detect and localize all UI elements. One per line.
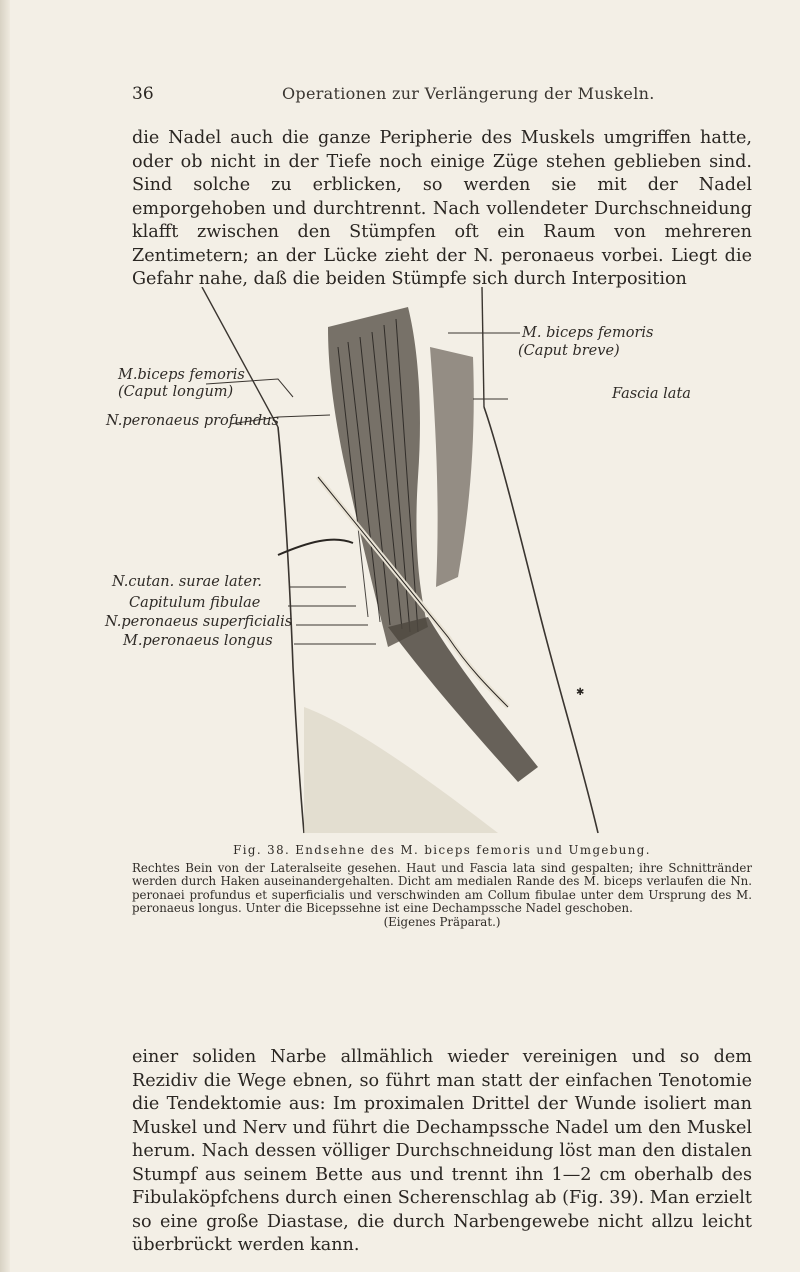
retractor-line-left — [202, 287, 278, 427]
figure-marker: ✱ — [576, 687, 585, 698]
label-peronaeus-profundus: N.peronaeus profundus — [106, 413, 279, 429]
anatomical-figure — [105, 287, 718, 835]
page-header — [132, 84, 732, 108]
paragraph-bottom: einer soliden Narbe allmählich wieder vereinigen und so dem Rezidiv die Wege ebnen, so führt man statt der einfachen Tenotomie die Tendektomie aus: Im proximalen Drittel der Wunde isoliert man Muskel und Nerv und führt die Dechampssche Nadel um den Muskel herum. Nach dessen völliger Durchschneidung löst man den distalen Stumpf aus seinem Bette aus und trennt ihn 1—2 cm oberhalb des Fibulaköpfchens durch einen Scherenschlag ab (Fig. 39). Man erzielt so eine große Diastase, die durch Narbengewebe nicht allzu leicht überbrückt werden kann. — [132, 1047, 752, 1255]
muscle-caput-breve — [430, 347, 474, 587]
retractor-line-right — [482, 287, 484, 407]
label-caput-longum: (Caput longum) — [118, 384, 234, 400]
wound-edge-left — [278, 427, 304, 833]
wound-edge-right — [484, 407, 598, 833]
label-cutan-surae: N.cutan. surae later. — [112, 574, 263, 590]
caption-source: (Eigenes Präparat.) — [383, 914, 501, 929]
page-number: 36 — [132, 84, 154, 104]
figure-caption — [132, 844, 752, 930]
label-biceps-caput-longum: M.biceps femoris — [118, 367, 245, 383]
label-fascia-lata: Fascia lata — [612, 386, 691, 402]
dechamps-needle — [278, 540, 353, 555]
paragraph-top: die Nadel auch die ganze Peripherie des Muskels umgriffen hatte, oder ob nicht in der Tiefe noch einige Züge stehen geblieben sind. Sind solche zu erblicken, so werden sie mit der Nadel emporgehoben und durchtrennt. Nach vollendeter Durchschneidung klafft zwischen den Stümpfen oft ein Raum von mehreren Zentimetern; an der Lücke zieht der N. peronaeus vorbei. Liegt die Gefahr nahe, daß die beiden Stümpfe sich durch Interposition — [132, 128, 752, 289]
label-caput-breve: (Caput breve) — [518, 343, 620, 359]
label-biceps-caput-breve: M. biceps femoris — [522, 325, 654, 341]
label-peronaeus-superficialis: N.peronaeus superficialis — [105, 614, 293, 630]
label-peronaeus-longus: M.peronaeus longus — [123, 633, 273, 649]
page-edge-shadow — [0, 0, 10, 1272]
caption-body: Rechtes Bein von der Lateralseite gesehen. Haut und Fascia lata sind gespalten; ihre Schnittränder werden durch Haken auseinandergehalten. Dicht am medialen Rande des M. biceps verlaufen die Nn. peronaei profundus et superficialis und verschwinden am Collum fibulae unter dem Ursprung des M. peronaeus longus. Unter die Bicepssehne ist eine Dechampssche Nadel geschoben. — [132, 860, 752, 916]
caption-title: Fig. 38. Endsehne des M. biceps femoris und Umgebung. — [233, 843, 651, 857]
running-head: Operationen zur Verlängerung der Muskeln. — [282, 84, 655, 103]
label-capitulum-fibulae: Capitulum fibulae — [129, 595, 261, 611]
tendon — [388, 617, 538, 782]
